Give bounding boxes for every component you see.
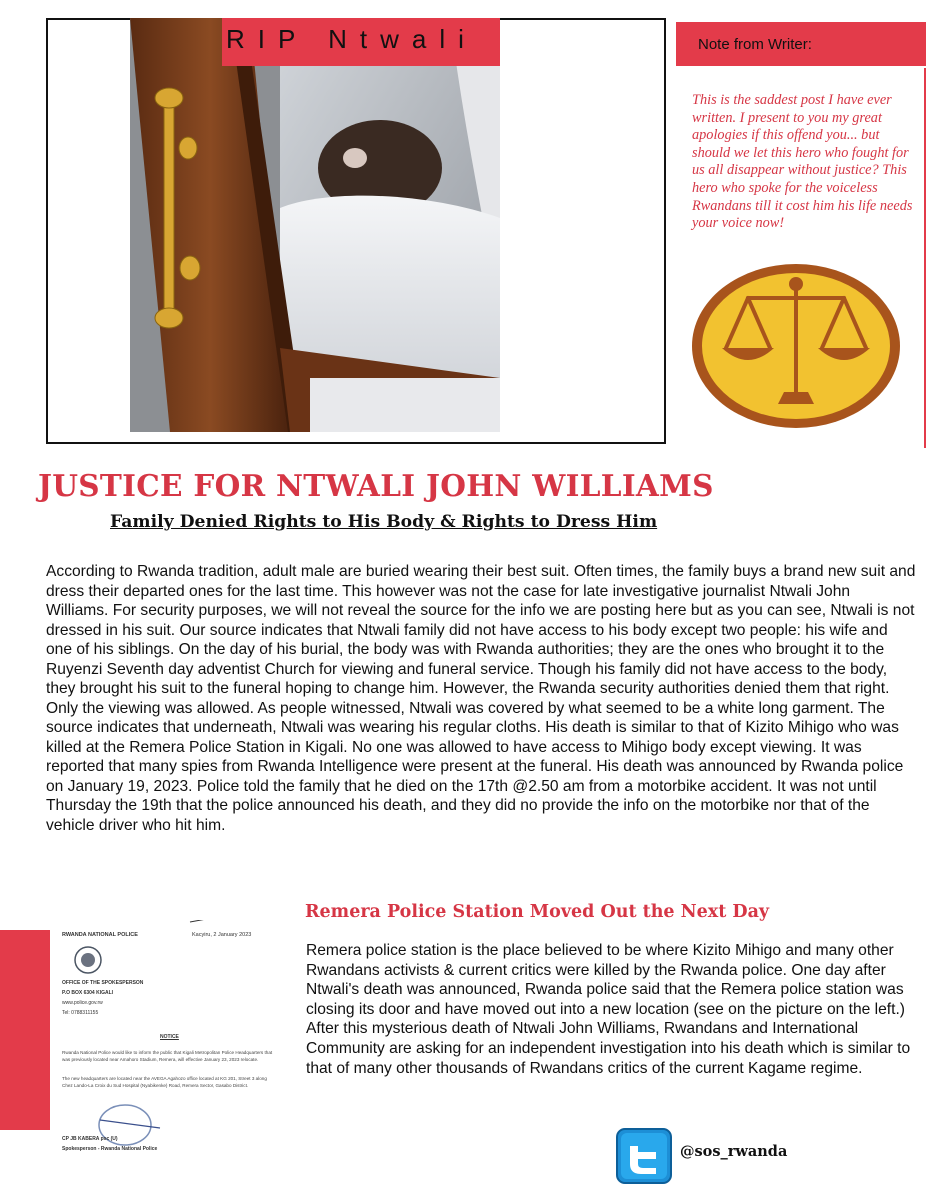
remera-section-title: Remera Police Station Moved Out the Next Day — [305, 902, 770, 922]
notice-signer-title: Spokesperson - Rwanda National Police — [62, 1146, 158, 1152]
justice-scales-icon — [690, 262, 902, 430]
article-subtitle: Family Denied Rights to His Body & Rights to Dress Him — [110, 512, 658, 532]
casket-photo — [130, 18, 500, 432]
article-body: According to Rwanda tradition, adult male are buried wearing their best suit. Often times, the family buys a brand new suit and dress their departed ones for the last time. This however was not the case for late investigative journalist Ntwali John Williams. For security purposes, we will not reveal the source for the info we are posting here but as you can see, Ntwali is not dressed in his suit. Our source indicates that Ntwali family did not have access to his body except two people: his wife and one of his siblings. On the day of his burial, the body was with Rwanda authorities; they are the ones who brought it to the Ruyenzi Seventh day adventist Church for viewing and funeral service. Though his family did not have access to the body, they brought his suit to the funeral hoping to change him. However, the Rwanda security authorities denied them that right. Only the viewing was allowed. As people witnessed, Ntwali was covered by what seemed to be a white long garment. The source indicates that underneath, Ntwali was wearing his regular cloths. His death is similar to that of Kizito Mihigo who was killed at the Remera Police Station in Kigali. No one was allowed to have access to Mihigo body except viewing. It was reported that many spies from Rwanda Intelligence were present at the funeral. His death was announced by Rwanda police on January 19, 2023. Police told the family that he died on the 17th @2.50 am from a motorbike accident. It was not until Thursday the 19th that the police announced his death, and they did no provide the info on the motorbike nor that of the vehicle driver who hit him. — [46, 563, 916, 834]
article-title: JUSTICE FOR NTWALI JOHN WILLIAMS — [38, 468, 714, 503]
notice-date: Kacyiru, 2 January 2023 — [192, 932, 252, 938]
remera-section-body: Remera police station is the place believed to be where Kizito Mihigo and many other Rwandans activists & current critics were killed by the Rwanda police. One day after Ntwali's death was announced, Rwanda police said that the Remera police station was closing its door and have moved out into a new location (see on the picture on the left.) After this mysterious death of Ntwali John Williams, Rwandans and International Community are asking for an independent investigation into his death which is similar to that of many other thousands of Rwandans critics of the current Kagame regime. — [306, 942, 911, 1077]
note-body: This is the saddest post I have ever written. I present to you my great apologies if this offend you... but should we let this hero who fought for us all disappear without justice? This hero who spoke for the voiceless Rwandans till it cost him his life needs your voice now! — [692, 92, 913, 232]
notice-pobox: P.O BOX 6304 KIGALI — [62, 990, 114, 996]
notice-signer: CP JB KABERA psc (U) — [62, 1136, 118, 1142]
notice-para-1: Rwanda National Police would like to inform the public that Kigali Metropolitan Police Headquarters that was previously located near Amahoro Stadium, Remera, will effective January 23, 2023 relocate. — [62, 1050, 273, 1062]
twitter-bird-icon[interactable] — [616, 1128, 672, 1184]
notice-heading: NOTICE — [160, 1034, 179, 1040]
note-title: Note from Writer: — [698, 36, 812, 53]
rip-banner-text: RIP Ntwali — [226, 24, 477, 54]
notice-office: OFFICE OF THE SPOKESPERSON — [62, 980, 144, 986]
notice-para-2: The new headquarters are located near the AVEGA Agahozo office located at KG 201, Street 3 along Chez Lando-La Croix du Sud Hospital (Nyabikenke) Road, Remera Sector, Gasabo District. — [62, 1076, 267, 1088]
notice-web: www.police.gov.rw — [62, 1000, 103, 1006]
notice-tel: Tel: 0788311155 — [62, 1010, 99, 1016]
twitter-handle[interactable]: @sos_rwanda — [680, 1143, 788, 1160]
police-notice-image — [50, 920, 290, 1170]
notice-org: RWANDA NATIONAL POLICE — [62, 932, 138, 938]
